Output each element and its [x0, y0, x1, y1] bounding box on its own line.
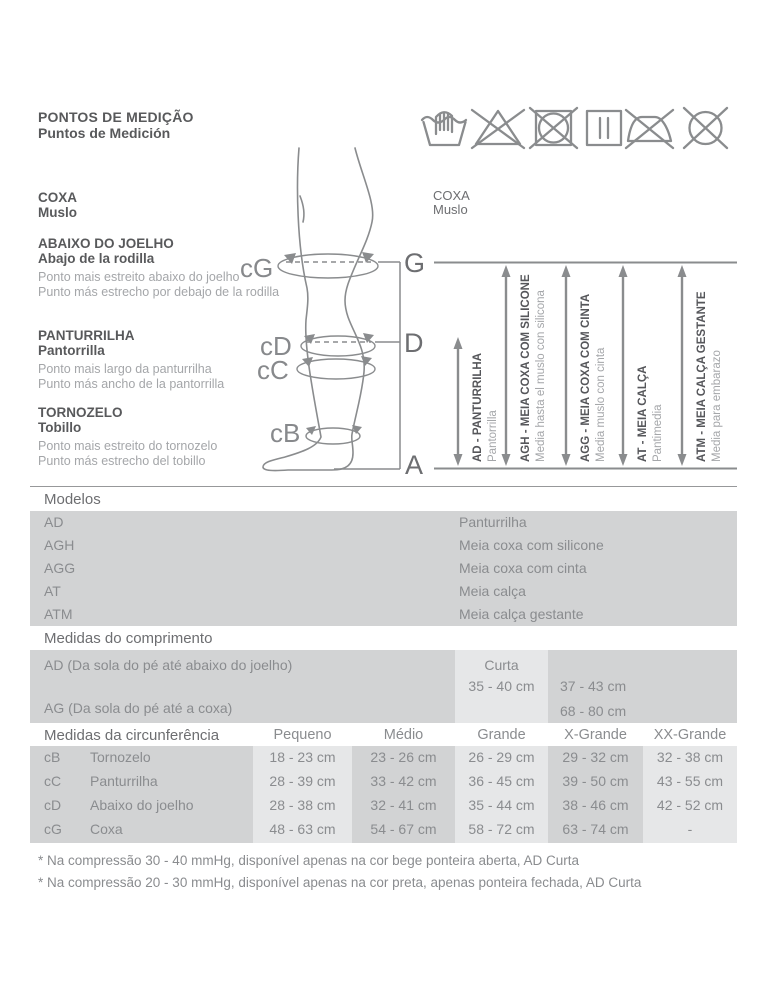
model-desc: Meia calça — [459, 583, 526, 599]
arrow-label-agg: AGG - MEIA COXA COM CINTA — [580, 293, 592, 462]
arrow-sub-agh: Media hasta el muslo con silicona — [535, 290, 547, 462]
model-desc: Meia coxa com cinta — [459, 560, 587, 576]
ring-label-cG: cG — [240, 253, 274, 283]
model-code: AGG — [44, 560, 76, 576]
panturrilha-title: PANTURRILHA — [38, 328, 135, 343]
footnote-2: * Na compressão 20 - 30 mmHg, disponível apenas na cor preta, apenas ponteira fechada, AD Curta — [38, 875, 642, 890]
circ-name: Abaixo do joelho — [90, 797, 194, 813]
size-header-pequeno: Pequeno — [273, 727, 332, 743]
length-short-value: 35 - 40 cm — [468, 678, 535, 694]
circ-name: Panturrilha — [90, 773, 158, 789]
panturrilha-note-pt: Ponto mais largo da panturrilha — [38, 362, 212, 376]
abaixo-note-es: Punto más estrecho por debajo de la rodilla — [38, 284, 280, 299]
model-code: AGH — [44, 537, 75, 553]
panturrilha-note-es: Punto más ancho de la pantorrilla — [38, 376, 225, 391]
level-bracket — [334, 262, 400, 469]
measurement-rings — [278, 254, 378, 444]
circ-code: cB — [44, 749, 61, 765]
panturrilha-subtitle: Pantorrilla — [38, 343, 105, 358]
model-code: ATM — [44, 606, 73, 622]
abaixo-subtitle: Abajo de la rodilla — [38, 251, 155, 266]
arrow-sub-agg: Media muslo con cinta — [595, 347, 607, 462]
coxa-subtitle: Muslo — [38, 205, 77, 220]
tornozelo-note-pt: Ponto mais estreito do tornozelo — [38, 439, 218, 453]
circ-value: 23 - 26 cm — [370, 749, 437, 765]
circ-value: 28 - 38 cm — [269, 797, 336, 813]
circ-value: 43 - 55 cm — [656, 773, 724, 789]
circ-name: Coxa — [90, 821, 123, 837]
circ-value: 63 - 74 cm — [562, 821, 629, 837]
model-code: AT — [44, 583, 61, 599]
ring-label-cB: cB — [270, 418, 301, 448]
section-divider — [30, 486, 737, 487]
tornozelo-title: TORNOZELO — [38, 405, 123, 420]
length-value: 37 - 43 cm — [560, 678, 627, 694]
ring-label-cC: cC — [257, 355, 289, 385]
level-A: A — [405, 450, 424, 480]
abaixo-title: ABAIXO DO JOELHO — [38, 236, 174, 251]
models-table — [30, 511, 737, 626]
circumference-header: Medidas da circunferência — [44, 727, 220, 744]
length-row-label: AG (Da sola do pé até a coxa) — [44, 700, 233, 716]
length-row-label: AD (Da sola do pé até abaixo do joelho) — [44, 657, 293, 673]
table-row — [30, 818, 737, 843]
lengths-table — [30, 650, 737, 723]
size-header-xgrande: X-Grande — [564, 727, 627, 743]
circ-value: 18 - 23 cm — [269, 749, 336, 765]
circ-value: 48 - 63 cm — [269, 821, 336, 837]
circ-value: 38 - 46 cm — [562, 797, 629, 813]
circ-value: 39 - 50 cm — [562, 773, 629, 789]
page-title-pt: PONTOS DE MEDIÇÃO — [38, 109, 194, 125]
tornozelo-note-es: Punto más estrecho del tobillo — [38, 453, 206, 468]
level-D: D — [404, 328, 424, 358]
arrow-sub-at: Pantimedia — [652, 404, 664, 462]
circ-value: 32 - 41 cm — [370, 797, 437, 813]
coxa-right-subtitle: Muslo — [433, 202, 468, 217]
table-row — [30, 746, 737, 770]
circ-value: 28 - 39 cm — [269, 773, 336, 789]
circ-code: cD — [44, 797, 62, 813]
circ-code: cC — [44, 773, 62, 789]
coxa-title: COXA — [38, 190, 78, 205]
footnote-1: * Na compressão 30 - 40 mmHg, disponível apenas na cor bege ponteira aberta, AD Curta — [38, 853, 580, 868]
coxa-right-title: COXA — [433, 188, 470, 203]
tornozelo-subtitle: Tobillo — [38, 420, 82, 435]
circ-value: 58 - 72 cm — [468, 821, 535, 837]
size-header-grande: Grande — [477, 727, 526, 743]
circ-value: 26 - 29 cm — [468, 749, 535, 765]
arrow-sub-atm: Media para embarazo — [711, 350, 723, 462]
circ-value: 54 - 67 cm — [370, 821, 437, 837]
circ-code: cG — [44, 821, 62, 837]
model-arrow-labels — [472, 274, 723, 462]
model-desc: Panturrilha — [459, 514, 527, 530]
circ-value: 36 - 45 cm — [468, 773, 535, 789]
table-row — [30, 770, 737, 794]
arrow-sub-ad: Pantorrilla — [487, 410, 499, 462]
abaixo-note-pt: Ponto mais estreito abaixo do joelho — [38, 270, 240, 284]
size-header-xxgrande: XX-Grande — [653, 727, 727, 743]
arrow-label-agh: AGH - MEIA COXA COM SILICONE — [520, 274, 532, 462]
models-header: Modelos — [44, 491, 101, 508]
circ-name: Tornozelo — [90, 749, 151, 765]
model-desc: Meia coxa com silicone — [459, 537, 604, 553]
arrow-label-atm: ATM - MEIA CALÇA GESTANTE — [696, 291, 708, 462]
length-short-title: Curta — [484, 657, 519, 673]
arrow-label-ad: AD - PANTURRILHA — [472, 352, 484, 462]
circumference-size-headers — [30, 726, 737, 746]
size-header-medio: Médio — [383, 727, 424, 743]
circ-value: 42 - 52 cm — [656, 797, 724, 813]
page-title-es: Puntos de Medición — [38, 125, 171, 141]
ring-label-cD: cD — [260, 331, 292, 361]
circ-value: - — [687, 821, 693, 837]
lengths-header: Medidas do comprimento — [44, 630, 213, 647]
length-value: 68 - 80 cm — [560, 703, 627, 719]
circumference-table — [30, 746, 737, 843]
table-row — [30, 794, 737, 818]
arrow-label-at: AT - MEIA CALÇA — [637, 365, 649, 462]
model-code: AD — [44, 514, 64, 530]
model-desc: Meia calça gestante — [459, 606, 584, 622]
level-G: G — [404, 248, 426, 278]
circ-value: 29 - 32 cm — [562, 749, 629, 765]
ring-arrowheads — [284, 252, 374, 435]
circ-value: 32 - 38 cm — [656, 749, 724, 765]
circ-value: 33 - 42 cm — [370, 773, 437, 789]
circ-value: 35 - 44 cm — [468, 797, 535, 813]
